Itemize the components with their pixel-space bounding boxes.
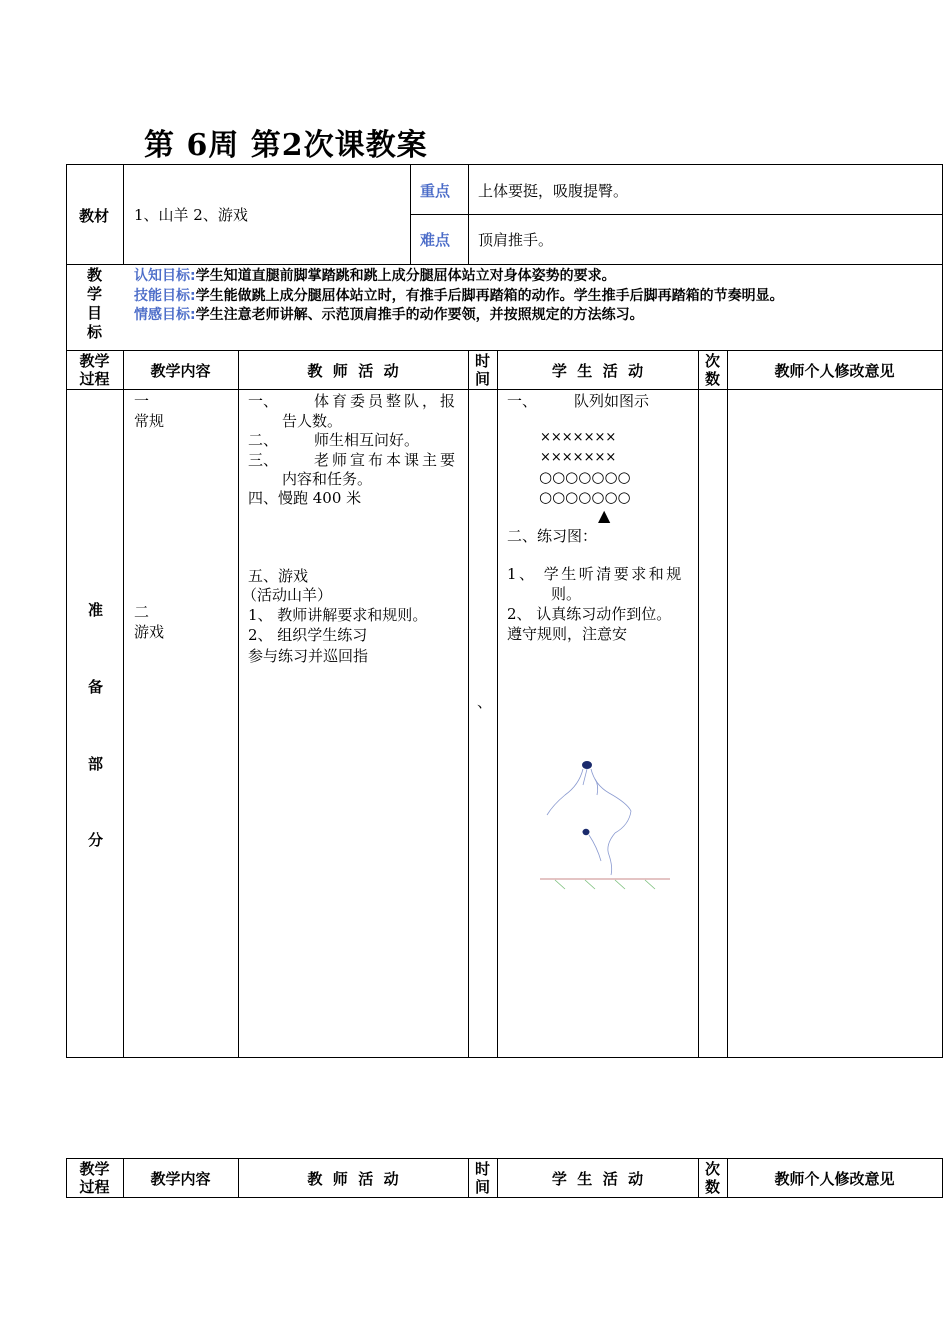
teacher-item-7: 1、 教师讲解要求和规则。 (248, 606, 428, 624)
header-opinion: 教师个人修改意见 (774, 362, 895, 380)
header-time-2: 时 间 (474, 1160, 490, 1196)
content-2-number: 二 (134, 603, 150, 621)
formation-row-1: ××××××× (540, 430, 617, 445)
formation-row-3: ○○○○○○○ (539, 468, 631, 486)
header-content: 教学内容 (150, 362, 211, 380)
section-char-3: 部 (88, 755, 104, 773)
header-teacher: 教 师 活 动 (307, 362, 399, 380)
teacher-item-3-number: 三、 (248, 451, 279, 469)
goal-affective: 情感目标:学生注意老师讲解、示范顶肩推手的动作要领，并按照规定的方法练习。 (134, 307, 644, 323)
header-count: 次 数 (704, 352, 720, 388)
student-item-1: 队列如图示 (574, 392, 650, 410)
page-title: 第 6周 第2次课教案 (144, 128, 428, 163)
teacher-item-2: 师生相互问好。 (314, 431, 420, 449)
section-char-4: 分 (88, 831, 104, 849)
goals-label: 教 学 目 标 (86, 266, 102, 341)
student-item-4: 2、 认真练习动作到位。 (507, 605, 672, 623)
content-2: 游戏 (134, 623, 165, 641)
header-teacher-2: 教 师 活 动 (307, 1170, 399, 1188)
header-content-2: 教学内容 (150, 1170, 211, 1188)
goal-skill: 技能目标:学生能做跳上成分腿屈体站立时，有推手后脚再踏箱的动作。学生推手后脚再踏箱的节奏明显。 (134, 288, 784, 304)
section-char-2: 备 (88, 678, 104, 696)
key-point-value: 上体要挺，吸腹提臀。 (478, 182, 629, 200)
difficulty-value: 顶肩推手。 (478, 231, 554, 249)
section-char-1: 准 (88, 601, 104, 619)
teacher-item-5: 五、游戏 (248, 567, 309, 585)
formation-row-4: ○○○○○○○ (539, 488, 631, 506)
teacher-item-1: 体育委员整队，报 (314, 392, 459, 410)
student-item-2: 二、练习图： (507, 527, 598, 545)
content-1: 常规 (134, 412, 165, 430)
teacher-item-6: （活动山羊） (242, 586, 333, 604)
header-process-2: 教学 过程 (79, 1160, 110, 1196)
student-item-3: 1、 学生听清要求和规 (507, 565, 684, 583)
header-student: 学 生 活 动 (551, 362, 644, 380)
goal-cognitive: 认知目标:学生知道直腿前脚掌踏跳和跳上成分腿屈体站立对身体姿势的要求。 (134, 268, 616, 284)
teacher-item-4: 四、慢跑 400 米 (248, 489, 362, 507)
student-item-1-number: 一、 (507, 392, 538, 410)
header-student-2: 学 生 活 动 (551, 1170, 644, 1188)
teacher-item-3: 老师宣布本课主要 (314, 451, 459, 469)
content-1-number: 一 (134, 392, 150, 410)
header-process: 教学 过程 (79, 352, 110, 388)
teacher-position-icon: ▲ (598, 506, 611, 525)
teacher-item-3-cont: 内容和任务。 (282, 470, 373, 488)
teacher-item-2-number: 二、 (248, 431, 279, 449)
teacher-item-8: 2、 组织学生练习 (248, 626, 368, 644)
teacher-item-1-cont: 告人数。 (282, 412, 343, 430)
material-label: 教材 (79, 207, 110, 225)
student-item-3-cont: 则。 (551, 585, 582, 603)
key-point-label: 重点 (420, 182, 451, 200)
header-opinion-2: 教师个人修改意见 (774, 1170, 895, 1188)
material-value: 1、山羊 2、游戏 (134, 206, 248, 224)
header-time: 时 间 (474, 352, 490, 388)
difficulty-label: 难点 (420, 231, 451, 249)
teacher-item-1-number: 一、 (248, 392, 279, 410)
formation-row-2: ××××××× (540, 450, 617, 465)
student-item-5: 遵守规则，注意安 (507, 625, 628, 643)
teacher-item-9: 参与练习并巡回指 (248, 647, 369, 665)
header-count-2: 次 数 (704, 1160, 720, 1196)
time-mark: 、 (477, 693, 493, 711)
vault-practice-illustration (535, 755, 675, 895)
